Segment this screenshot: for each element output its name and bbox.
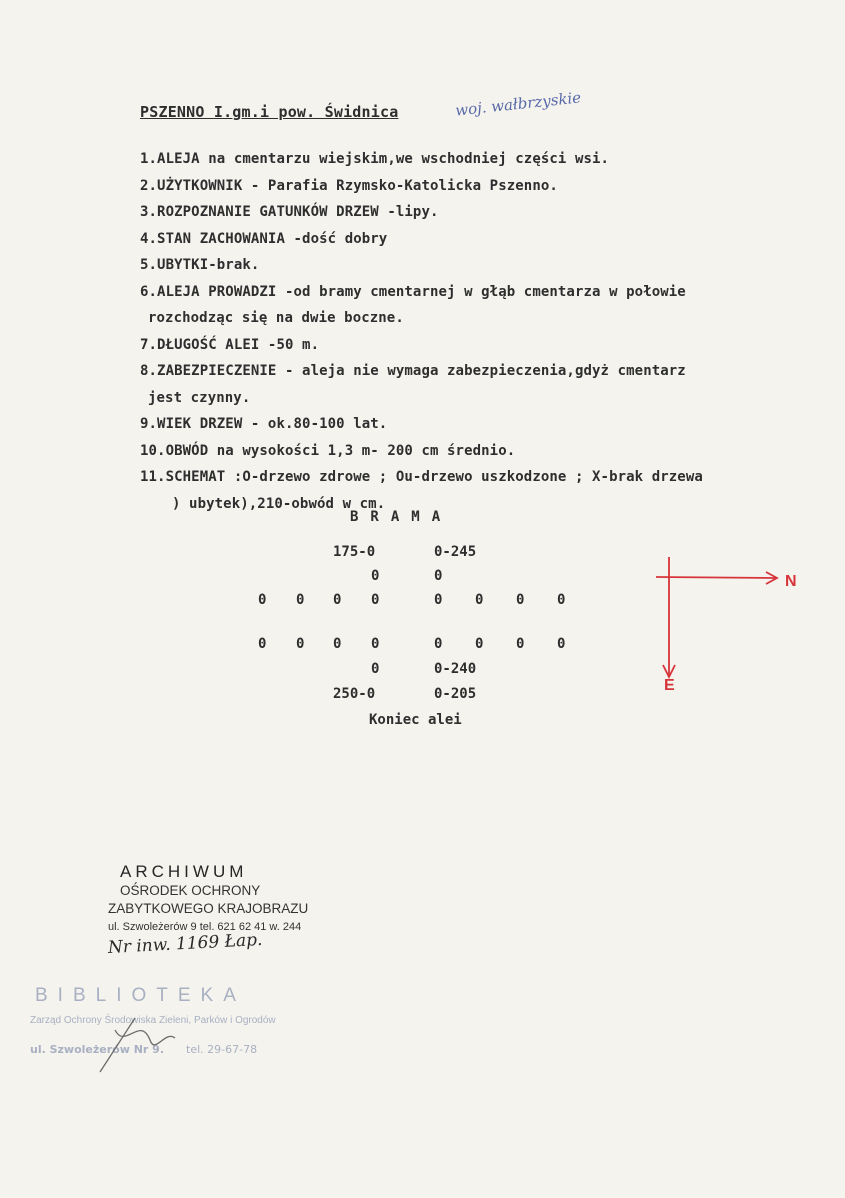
tree-marker: 0 [258, 636, 267, 652]
stamp2-line: Zarząd Ochrony Środowiska Zieleni, Parków i Ogrodów [30, 1015, 276, 1026]
tree-marker: 0 [371, 661, 380, 677]
tree-marker: 0 [296, 636, 305, 652]
item-text: 10.OBWÓD na wysokości 1,3 m- 200 cm średnio. [140, 442, 516, 459]
tree-marker: 0 [296, 592, 305, 608]
tree-measure: 175-0 [333, 544, 376, 560]
east-label: E [664, 677, 675, 694]
tree-marker: 0 [516, 592, 525, 608]
document-heading: PSZENNO I.gm.i pow. Świdnica [140, 103, 399, 121]
tree-marker: 0 [434, 636, 443, 652]
tree-marker: 0 [557, 636, 566, 652]
item-text: 9.WIEK DRZEW - ok.80-100 lat. [140, 416, 388, 432]
compass-rose [640, 555, 810, 709]
tree-marker: 0 [258, 592, 267, 608]
item-text: 11.SCHEMAT :O-drzewo zdrowe ; Ou-drzewo uszkodzone ; X-brak drzewa [140, 469, 703, 485]
tree-marker: 0 [475, 592, 484, 608]
tree-marker: 0 [434, 568, 443, 584]
item-text: 7.DŁUGOŚĆ ALEI -50 m. [140, 336, 320, 353]
signature-scribble-icon [95, 1010, 185, 1080]
stamp-line: OŚRODEK OCHRONY [120, 883, 261, 898]
north-label: N [785, 573, 797, 590]
tree-marker: 0 [516, 636, 525, 652]
item-continuation: ) ubytek),210-obwód w cm. [172, 495, 386, 512]
inventory-number: Nr inw. 1169 Łap. [107, 929, 263, 958]
stamp2-phone: tel. 29-67-78 [186, 1043, 258, 1056]
tree-marker: 0 [371, 636, 380, 652]
stamp2-title: BIBLIOTEKA [35, 985, 246, 1006]
tree-marker: 0 [475, 636, 484, 652]
alley-end-label: Koniec alei [369, 712, 462, 728]
item-continuation: jest czynny. [148, 389, 251, 406]
stamp-line: ZABYTKOWEGO KRAJOBRAZU [108, 901, 309, 916]
tree-measure: 0-245 [434, 544, 477, 560]
item-text: 8.ZABEZPIECZENIE - aleja nie wymaga zabezpieczenia,gdyż cmentarz [140, 363, 686, 379]
item-text: 2.UŻYTKOWNIK - Parafia Rzymsko-Katolicka Pszenno. [140, 177, 558, 194]
archive-stamp [108, 862, 348, 958]
item-continuation: rozchodząc się na dwie boczne. [148, 310, 404, 326]
tree-marker: 0 [557, 592, 566, 608]
item-text: 1.ALEJA na cmentarzu wiejskim,we wschodniej części wsi. [140, 151, 610, 167]
item-text: 4.STAN ZACHOWANIA -dość dobry [140, 230, 388, 247]
tree-measure: 250-0 [333, 686, 376, 702]
item-text: 6.ALEJA PROWADZI -od bramy cmentarnej w głąb cmentarza w połowie [140, 283, 686, 300]
handwritten-note: woj. wałbrzyskie [454, 88, 582, 120]
item-text: 5.UBYTKI-brak. [140, 257, 260, 273]
tree-measure: 0-240 [434, 661, 477, 677]
tree-marker: 0 [434, 592, 443, 608]
tree-marker: 0 [371, 568, 380, 584]
tree-marker: 0 [333, 592, 342, 608]
stamp-address: ul. Szwoleżerów 9 tel. 621 62 41 w. 244 [108, 921, 302, 933]
stamp2-address: ul. Szwoleżerów Nr 9. [30, 1043, 165, 1056]
tree-marker: 0 [371, 592, 380, 608]
stamp-title: ARCHIWUM [120, 862, 248, 881]
item-text: 3.ROZPOZNANIE GATUNKÓW DRZEW -lipy. [140, 204, 439, 220]
tree-marker: 0 [333, 636, 342, 652]
gate-label: BRAMA [350, 509, 453, 525]
tree-measure: 0-205 [434, 686, 477, 702]
